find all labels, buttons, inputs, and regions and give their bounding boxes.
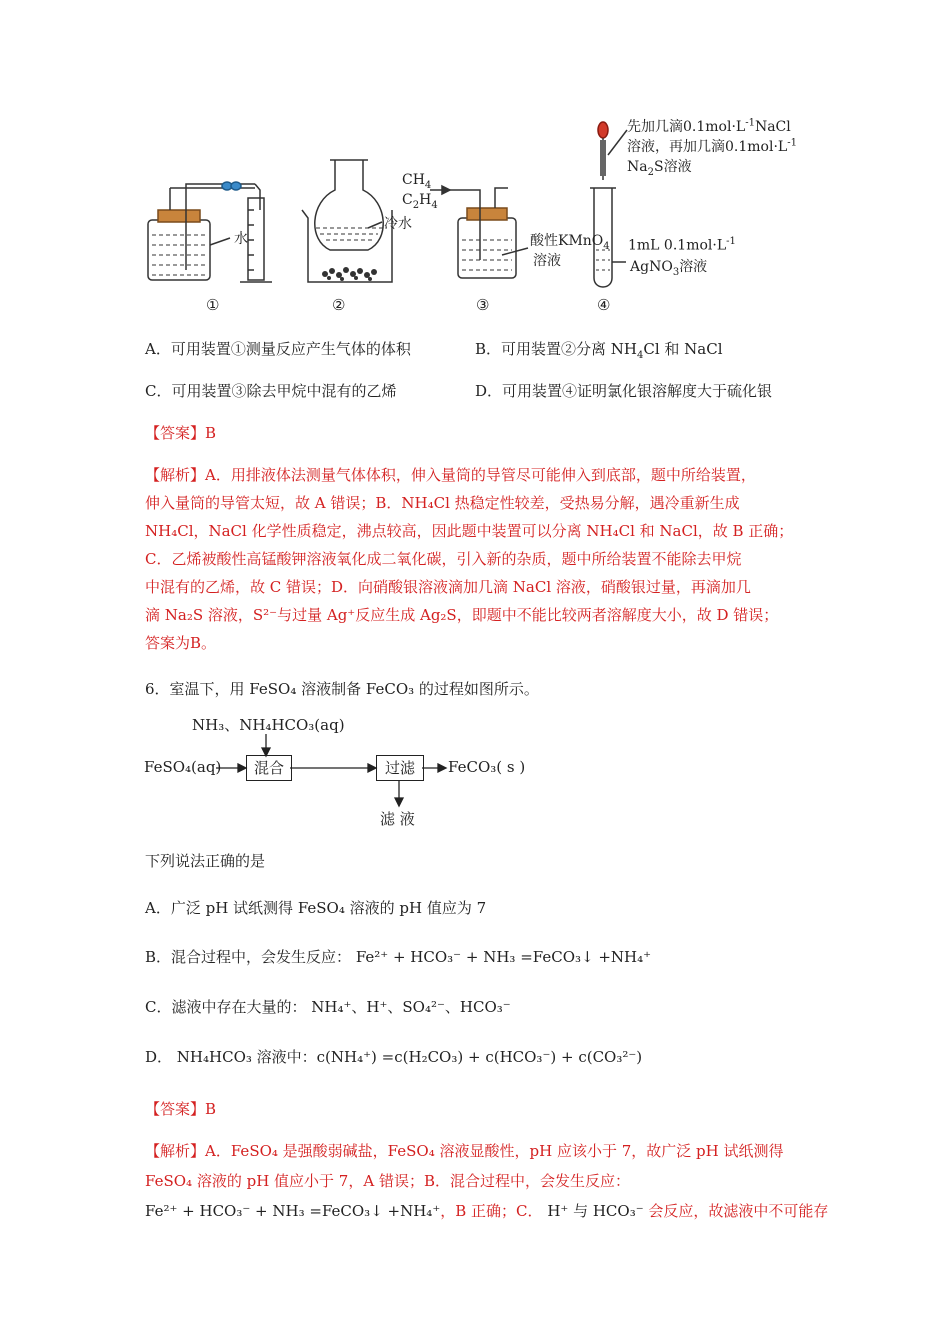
label-agno3-line1: 1mL $0.1mol\cdot L^{-1}$: [628, 236, 736, 254]
flow-product: FeCO₃( s ): [448, 758, 526, 776]
q5-option-c: C．可用装置③除去甲烷中混有的乙烯: [145, 382, 397, 400]
q5-analysis-line-1: 【解析】A．用排液体法测量气体体积，伸入量筒的导管尽可能伸入到底部，题中所给装置，: [145, 466, 756, 484]
q6-option-d-equation: c(NH₄⁺) =c(H₂CO₃) + c(HCO₃⁻) + c(CO₃²⁻): [316, 1048, 643, 1066]
label-drop-line2: 溶液，再加几滴$0.1mol\cdot L^{-1}$: [627, 137, 797, 155]
q6-option-b: B．混合过程中，会发生反应： Fe²⁺ + HCO₃⁻ + NH₃ =FeCO₃↓ +NH₄⁺: [145, 948, 652, 966]
label-drop-line3: $Na_2S$溶液: [627, 159, 692, 178]
q6-option-b-equation: Fe²⁺ + HCO₃⁻ + NH₃ =FeCO₃↓ +NH₄⁺: [355, 948, 652, 966]
q6-flow-diagram: [140, 712, 560, 832]
label-kmno4: 酸性KMnO$_4$: [530, 233, 610, 252]
q6-option-c: C．滤液中存在大量的： NH₄⁺、H⁺、SO₄²⁻、HCO₃⁻: [145, 998, 511, 1016]
q5-answer: 【答案】B: [145, 424, 217, 442]
flow-filter-box: 过滤: [376, 755, 424, 781]
q5-analysis-line-3: NH₄Cl，NaCl 化学性质稳定，沸点较高，因此题中装置可以分离 NH₄Cl 和 NaCl，故 B 正确；: [145, 522, 794, 540]
q6-option-c-ions: NH₄⁺、H⁺、SO₄²⁻、HCO₃⁻: [311, 998, 511, 1016]
q5-analysis-line-6: 滴 Na₂S 溶液，S²⁻与过量 Ag⁺反应生成 Ag₂S，即题中不能比较两者溶解度大小，故 D 错误；: [145, 606, 779, 624]
device-number-4: ④: [597, 296, 611, 314]
q5-option-b: B．可用装置②分离 $NH_4Cl$ 和 NaCl: [475, 340, 723, 361]
device1-bottle: [148, 220, 210, 280]
q5-analysis-line-7: 答案为B。: [145, 634, 217, 652]
q6-analysis-line-3: Fe²⁺ + HCO₃⁻ + NH₃ =FeCO₃↓ +NH₄⁺，B 正确；C． H⁺ 与 HCO₃⁻ 会反应，故滤液中不可能存: [145, 1202, 829, 1220]
device-number-2: ②: [332, 296, 346, 314]
device3-stopper: [467, 208, 507, 220]
q6-analysis-line-1: 【解析】A．FeSO₄ 是强酸弱碱盐，FeSO₄ 溶液显酸性，pH 应该小于 7，故广泛 pH 试纸测得: [145, 1142, 784, 1160]
flow-feed: FeSO₄(aq): [144, 758, 222, 776]
label-c2h4: $C_2H_4$: [402, 192, 438, 211]
q6-prompt: 下列说法正确的是: [145, 852, 266, 870]
device2-flask: [315, 160, 383, 250]
q6-analysis-equation: Fe²⁺ + HCO₃⁻ + NH₃ =FeCO₃↓ +NH₄⁺: [145, 1202, 441, 1220]
label-ch4: $CH_4$: [402, 172, 432, 191]
device4-dropper-bulb: [598, 122, 608, 138]
label-kmno4-solution: 溶液: [533, 253, 561, 269]
device3-bottle: [458, 218, 516, 278]
device1-stopper: [158, 210, 200, 222]
device-number-1: ①: [206, 296, 220, 314]
q6-analysis-line-2: FeSO₄ 溶液的 pH 值应小于 7，A 错误；B．混合过程中，会发生反应：: [145, 1172, 630, 1190]
flow-filtrate: 滤 液: [380, 810, 415, 828]
flow-mix-box: 混合: [246, 755, 292, 781]
flow-reagents: NH₃、NH₄HCO₃(aq): [192, 716, 345, 734]
label-drop-line1: 先加几滴$0.1mol\cdot L^{-1}NaCl$: [627, 117, 791, 135]
q6-stem: 6．室温下，用 FeSO₄ 溶液制备 FeCO₃ 的过程如图所示。: [145, 680, 539, 698]
label-cold-water: 冷水: [384, 216, 412, 232]
q5-analysis-line-2: 伸入量筒的导管太短，故 A 错误；B．NH₄Cl 热稳定性较差，受热易分解，遇冷重新生成: [145, 494, 740, 512]
q6-option-d: D． NH₄HCO₃ 溶液中：c(NH₄⁺) =c(H₂CO₃) + c(HCO₃⁻) + c(CO₃²⁻): [145, 1048, 643, 1066]
q5-option-d: D．可用装置④证明氯化银溶解度大于硫化银: [475, 382, 773, 400]
q5-option-a: A．可用装置①测量反应产生气体的体积: [145, 340, 411, 358]
q5-analysis-line-4: C．乙烯被酸性高锰酸钾溶液氧化成二氧化碳，引入新的杂质，题中所给装置不能除去甲烷: [145, 550, 742, 568]
label-water: 水: [234, 231, 248, 247]
q5-analysis-line-5: 中混有的乙烯，故 C 错误；D．向硝酸银溶液滴加几滴 NaCl 溶液，硝酸银过量，再滴加几: [145, 578, 751, 596]
label-agno3-line2: AgNO$_3$溶液: [630, 259, 708, 278]
q6-option-a: A．广泛 pH 试纸测得 FeSO₄ 溶液的 pH 值应为 7: [145, 899, 487, 917]
apparatus-figure: [130, 110, 830, 320]
device-number-3: ③: [476, 296, 490, 314]
q6-answer: 【答案】B: [145, 1100, 217, 1118]
q6-analysis-ions: H⁺ 与 HCO₃⁻: [547, 1202, 644, 1220]
